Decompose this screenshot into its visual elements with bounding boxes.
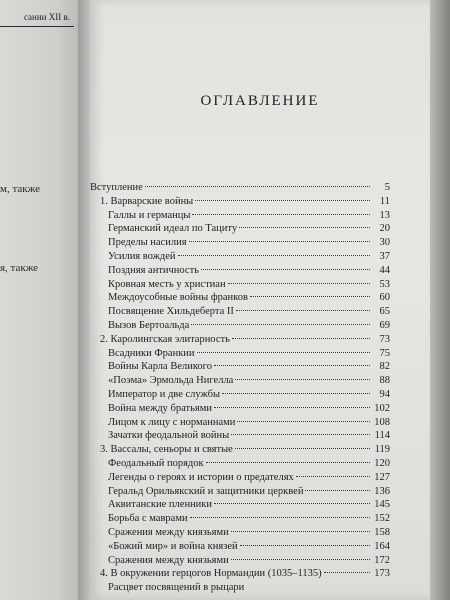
- toc-entry: [90, 374, 390, 388]
- toc-page-number: 120: [374, 457, 390, 469]
- dot-leader: [296, 476, 370, 477]
- left-page: [0, 0, 80, 600]
- toc-entry: [90, 416, 390, 430]
- toc-entry: [90, 457, 390, 471]
- dot-leader: [178, 255, 370, 256]
- toc-entry-title: «Поэма» Эрмольда Нигелла: [108, 375, 234, 387]
- toc-entry: [90, 512, 390, 526]
- dot-leader: [197, 352, 370, 353]
- dot-leader: [214, 407, 370, 408]
- toc-entry-title: Война между братьями: [108, 402, 213, 414]
- toc-entry: [90, 429, 390, 443]
- toc-entry-title: Вступление: [90, 182, 143, 193]
- toc-entry-title: Посвящение Хильдеберта II: [108, 306, 234, 318]
- dot-leader: [228, 283, 370, 284]
- toc-entry-title: Всадники Франкии: [108, 347, 195, 359]
- dot-leader: [240, 545, 370, 546]
- toc-entry: [90, 305, 390, 319]
- toc-entry: [90, 181, 390, 195]
- toc-entry-title: Зачатки феодальной войны: [108, 430, 230, 442]
- toc-entry: [90, 567, 390, 581]
- toc-page-number: 37: [379, 250, 390, 262]
- toc-entry: [90, 347, 390, 361]
- toc-page-number: 69: [379, 319, 390, 331]
- toc-entry-title: Германский идеал по Тациту: [108, 223, 238, 235]
- toc-entry: [90, 236, 390, 250]
- toc-entry: [90, 554, 390, 568]
- toc-entry: [90, 222, 390, 236]
- toc-entry: [90, 498, 390, 512]
- dot-leader: [239, 227, 370, 228]
- toc-entry-title: Геральд Орильякский и защитники церквей: [108, 485, 304, 497]
- toc-page-number: 20: [379, 223, 390, 235]
- dot-leader: [195, 200, 370, 201]
- toc-page-number: 164: [374, 540, 390, 552]
- toc-entry-title: Усилия вождей: [108, 250, 176, 262]
- dot-leader: [237, 421, 370, 422]
- toc-page-number: 152: [374, 513, 390, 525]
- toc-page: [90, 0, 430, 600]
- toc-entry-title: Император и две службы: [108, 388, 221, 400]
- toc-entry-title: 1. Варварские войны: [100, 195, 194, 207]
- toc-entry-title: Галлы и германцы: [108, 209, 191, 221]
- toc-entry-title: Пределы насилия: [108, 237, 187, 249]
- dot-leader: [201, 269, 370, 270]
- toc-page-number: 82: [379, 361, 390, 373]
- toc-title: ОГЛАВЛЕНИЕ: [200, 93, 320, 109]
- dot-leader: [145, 186, 370, 187]
- dot-leader: [324, 572, 370, 573]
- toc-entry-title: Лицом к лицу с норманнами: [108, 416, 236, 428]
- dot-leader: [192, 214, 370, 215]
- toc-entry-title: Поздняя античность: [108, 264, 199, 276]
- toc-entry: [90, 485, 390, 499]
- dot-leader: [191, 324, 370, 325]
- toc-entry: [90, 581, 390, 595]
- toc-page-number: 65: [379, 306, 390, 318]
- toc-entry-title: 4. В окружении герцогов Нормандии (1035–1135): [100, 568, 322, 580]
- toc-page-number: 114: [374, 430, 390, 442]
- toc-page-number: 172: [374, 554, 390, 566]
- dot-leader: [222, 393, 370, 394]
- dot-leader: [189, 241, 370, 242]
- toc-entry: [90, 291, 390, 305]
- toc-page-number: 158: [374, 526, 390, 538]
- dot-leader: [235, 379, 370, 380]
- toc-page-number: 94: [379, 388, 390, 400]
- toc-page-number: 11: [379, 195, 390, 207]
- toc-page-number: 127: [374, 471, 390, 483]
- toc-page-number: 88: [379, 375, 390, 387]
- left-page-header: сании XII в.: [0, 12, 74, 27]
- toc-entry: [90, 471, 390, 485]
- toc-entry: [90, 540, 390, 554]
- toc-entry-title: Войны Карла Великого: [108, 361, 212, 373]
- toc-page-number: 108: [374, 416, 390, 428]
- toc-entry: [90, 388, 390, 402]
- dot-leader: [206, 462, 370, 463]
- toc-page-number: 173: [374, 568, 390, 580]
- toc-entry-title: 2. Каролингская элитарность: [100, 333, 230, 345]
- toc-entry-title: «Божий мир» и война князей: [108, 540, 238, 552]
- toc-page-number: 60: [379, 292, 390, 304]
- toc-page-number: 13: [379, 209, 390, 221]
- toc-page-number: 5: [384, 182, 390, 193]
- toc-entry-title: Аквитанские пленники: [108, 499, 213, 511]
- toc-page-number: 30: [379, 237, 390, 249]
- toc-entry: [90, 278, 390, 292]
- toc-page-number: 136: [374, 485, 390, 497]
- toc-list: [90, 181, 390, 595]
- toc-page-number: 53: [379, 278, 390, 290]
- dot-leader: [236, 310, 370, 311]
- toc-page-number: 44: [379, 264, 390, 276]
- toc-entry-title: 3. Вассалы, сеньоры и святые: [100, 444, 233, 456]
- toc-page-number: 75: [379, 347, 390, 359]
- toc-entry-title: Сражения между князьями: [108, 526, 229, 538]
- toc-entry: [90, 264, 390, 278]
- toc-entry: [90, 526, 390, 540]
- toc-entry-title: Легенды о героях и истории о предателях: [108, 471, 294, 483]
- toc-entry-title: Вызов Бертоальда: [108, 319, 190, 331]
- toc-entry-title: Феодальный порядок: [108, 457, 204, 469]
- toc-page-number: 145: [374, 499, 390, 511]
- dot-leader: [232, 338, 370, 339]
- toc-page-number: 102: [374, 402, 390, 414]
- dot-leader: [231, 531, 370, 532]
- toc-entry: [90, 319, 390, 333]
- toc-entry: [90, 360, 390, 374]
- toc-entry-title: Сражения между князьями: [108, 554, 229, 566]
- left-page-fragment: я, также: [0, 262, 39, 274]
- toc-page-number: 73: [379, 333, 390, 345]
- toc-page-number: 119: [374, 444, 390, 456]
- dot-leader: [231, 434, 370, 435]
- toc-entry-title: Кровная месть у христиан: [108, 278, 226, 290]
- toc-entry: [90, 250, 390, 264]
- dot-leader: [250, 296, 370, 297]
- toc-entry: [90, 402, 390, 416]
- toc-entry: [90, 209, 390, 223]
- dot-leader: [214, 365, 370, 366]
- dot-leader: [231, 559, 370, 560]
- dot-leader: [235, 448, 370, 449]
- dot-leader: [190, 517, 370, 518]
- toc-entry-title: Борьба с маврами: [108, 513, 188, 525]
- toc-entry-title: Расцвет посвящений в рыцари: [108, 582, 245, 594]
- page-edge: [430, 0, 450, 600]
- dot-leader: [305, 490, 370, 491]
- toc-entry-title: Междоусобные войны франков: [108, 292, 248, 304]
- toc-entry: [90, 195, 390, 209]
- left-page-fragment: м, также: [0, 183, 40, 195]
- toc-entry: [90, 333, 390, 347]
- toc-entry: [90, 443, 390, 457]
- dot-leader: [214, 503, 370, 504]
